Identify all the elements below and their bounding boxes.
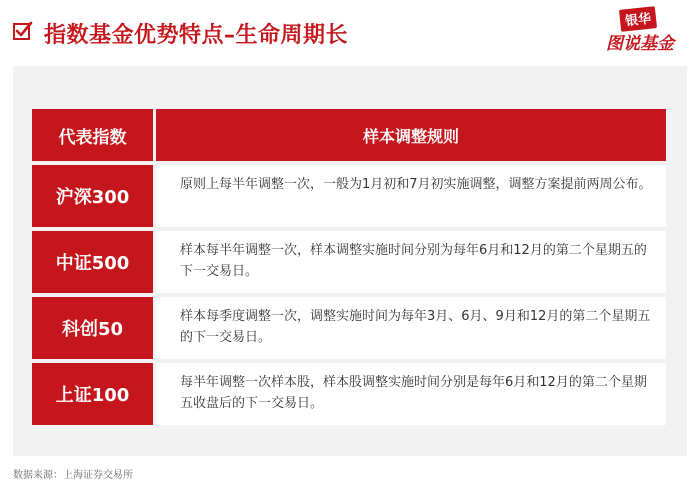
- index-cell: 上证100: [32, 363, 153, 425]
- page-title: 指数基金优势特点–生命周期长: [44, 23, 349, 48]
- index-cell: 中证500: [32, 231, 153, 293]
- header: [0, 0, 700, 60]
- index-cell: 科创50: [32, 297, 153, 359]
- rule-cell: 每半年调整一次样本股，样本股调整实施时间分别是每年6月和12月的第二个星期五收盘后的下一交易日。: [156, 363, 666, 425]
- logo-bottom-text: 图说基金: [606, 34, 674, 54]
- index-cell: 沪深300: [32, 165, 153, 227]
- rule-cell: 样本每季度调整一次，调整实施时间为每年3月、6月、9月和12月的第二个星期五的下一交易日。: [156, 297, 666, 359]
- rule-cell: 原则上每半年调整一次，一般为1月初和7月初实施调整，调整方案提前两周公布。: [156, 165, 666, 227]
- column-header-rule: 样本调整规则: [156, 109, 666, 161]
- brand-logo: [604, 8, 694, 54]
- column-header-index: 代表指数: [32, 109, 153, 161]
- data-source-note: 数据来源：上海证券交易所: [13, 470, 133, 481]
- rule-cell: 样本每半年调整一次，样本调整实施时间分别为每年6月和12月的第二个星期五的下一交易日。: [156, 231, 666, 293]
- checkbox-icon: [13, 21, 33, 41]
- logo-top-text: 银华: [619, 6, 657, 32]
